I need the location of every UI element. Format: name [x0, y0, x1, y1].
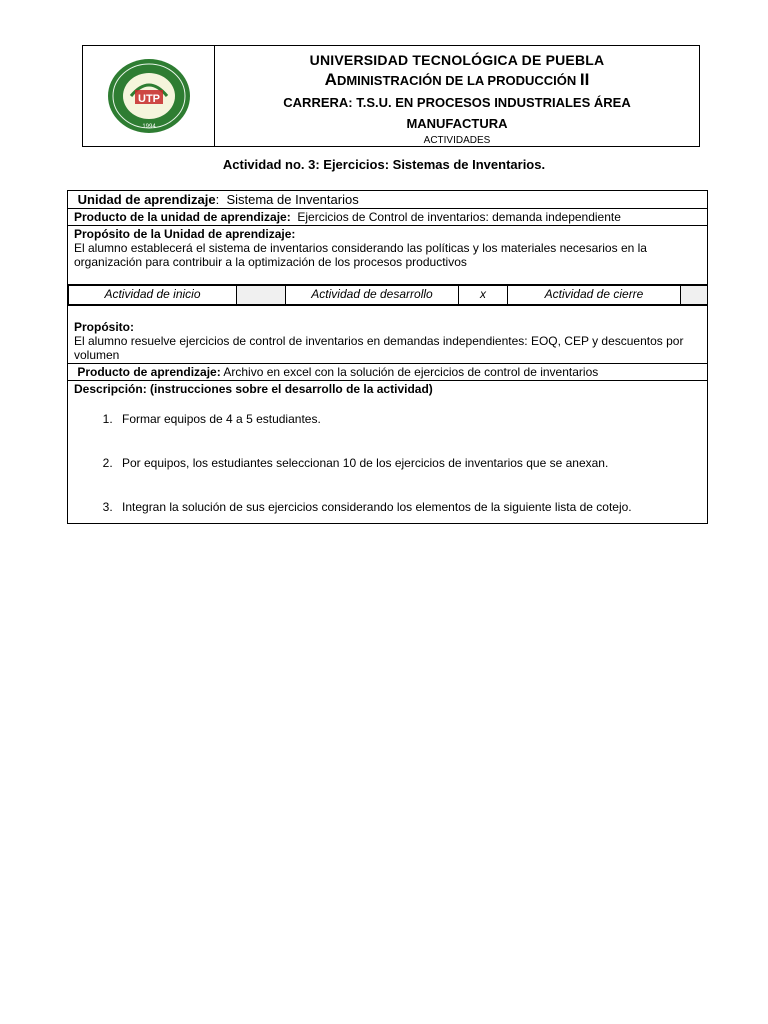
- actividad-cierre-mark: [681, 286, 708, 305]
- producto-label: Producto de aprendizaje:: [77, 365, 221, 379]
- actividad-inicio-label: Actividad de inicio: [69, 286, 237, 305]
- list-item: 2. Por equipos, los estudiantes seleccionan 10 de los ejercicios de inventarios que se anexan.: [116, 456, 701, 470]
- activity-types-table: [68, 285, 707, 305]
- producto-unidad-row: [68, 209, 708, 226]
- actividad-inicio-mark: [237, 286, 286, 305]
- proposito-unidad-label: Propósito de la Unidad de aprendizaje:: [74, 227, 296, 241]
- activity-types-row: [68, 285, 708, 306]
- logo-cell: [83, 46, 215, 146]
- producto-value: Archivo en excel con la solución de ejercicios de control de inventarios: [223, 365, 599, 379]
- list-item: 3. Integran la solución de sus ejercicios considerando los elementos de la siguiente lista de cotejo.: [116, 500, 701, 514]
- proposito-unidad-row: [68, 226, 708, 285]
- document-header: [82, 45, 700, 147]
- proposito-unidad-text: El alumno establecerá el sistema de inventarios considerando las políticas y los materiales necesarios en la organización para contribuir a la optimización de los procesos productivos: [74, 241, 647, 269]
- actividad-desarrollo-mark: x: [459, 286, 508, 305]
- career-line-2: MANUFACTURA: [406, 116, 508, 131]
- actividad-desarrollo-label: Actividad de desarrollo: [286, 286, 459, 305]
- svg-text:UTP: UTP: [137, 93, 160, 105]
- university-seal-icon: [105, 56, 193, 136]
- activity-table: [67, 190, 708, 524]
- proposito-row: [68, 306, 708, 364]
- descripcion-label: Descripción: (instrucciones sobre el desarrollo de la actividad): [74, 382, 433, 396]
- actividad-cierre-label: Actividad de cierre: [508, 286, 681, 305]
- unidad-label: Unidad de aprendizaje: [77, 192, 216, 207]
- producto-unidad-value: Ejercicios de Control de inventarios: demanda independiente: [297, 210, 621, 224]
- descripcion-row: [68, 381, 708, 524]
- unidad-value: Sistema de Inventarios: [226, 192, 359, 207]
- steps-list: [74, 412, 701, 514]
- list-item: 1. Formar equipos de 4 a 5 estudiantes.: [116, 412, 701, 426]
- section-label: ACTIVIDADES: [423, 135, 491, 146]
- unidad-row: Unidad de aprendizaje: Sistema de Inventarios: [68, 191, 708, 209]
- career-line-1: CARRERA: T.S.U. EN PROCESOS INDUSTRIALES ÁREA: [283, 95, 631, 110]
- university-name: UNIVERSIDAD TECNOLÓGICA DE PUEBLA: [309, 52, 605, 68]
- proposito-text: El alumno resuelve ejercicios de control de inventarios en demandas independientes: EOQ, CEP y descuentos por volumen: [74, 334, 684, 362]
- header-titles: [215, 46, 699, 146]
- course-name: ADMINISTRACIÓN DE LA PRODUCCIÓN II: [324, 70, 590, 89]
- activity-title: Actividad no. 3: Ejercicios: Sistemas de Inventarios.: [222, 157, 546, 172]
- svg-text:1994: 1994: [141, 124, 156, 130]
- producto-unidad-label: Producto de la unidad de aprendizaje:: [74, 210, 291, 224]
- producto-row: [68, 364, 708, 381]
- proposito-label: Propósito:: [74, 320, 134, 334]
